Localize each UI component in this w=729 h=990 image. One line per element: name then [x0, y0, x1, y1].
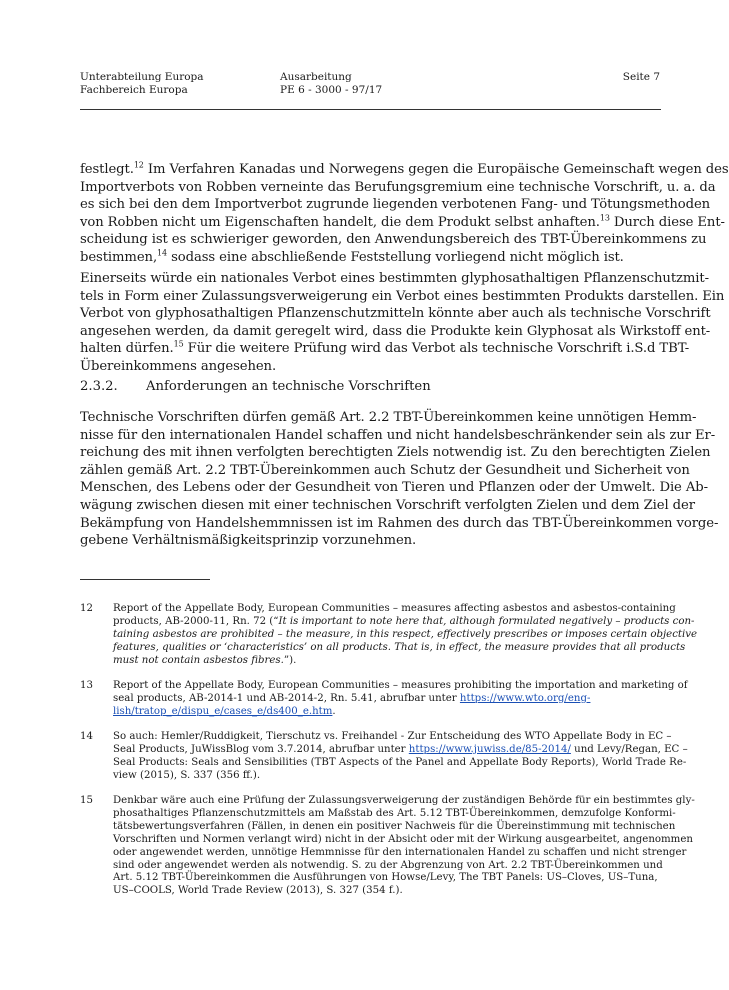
header-document-info	[280, 71, 382, 97]
header-document-number: PE 6 - 3000 - 97/17	[280, 84, 383, 96]
footnote-ref-13[interactable]: 13	[599, 213, 610, 223]
header-rule	[80, 109, 661, 110]
header-page-number	[623, 71, 660, 84]
footnote-number: 12	[80, 603, 93, 614]
paragraph-2	[80, 270, 725, 376]
text-line: Technische Vorschriften dürfen gemäß Art. 2.2 TBT-Übereinkommen keine unnötigen Hemm-	[80, 410, 697, 425]
section-heading	[80, 379, 431, 394]
text-line: angesehen werden, da damit geregelt wird, dass die Produkte kein Glyphosat als Wirkstoff ent-	[80, 323, 711, 339]
wto-link-continued[interactable]: lish/tratop_e/dispu_e/cases_e/ds400_e.htm	[113, 705, 333, 717]
text-line: Menschen, des Lebens oder der Gesundheit von Tieren und Pflanzen oder der Umwelt. Die Ab-	[80, 480, 708, 496]
page-number: Seite 7	[622, 71, 660, 83]
text-line: von Robben nicht um Eigenschaften handelt, die dem Produkt selbst anhaften.$^{13}$ Durch diese Ent-	[80, 213, 725, 230]
footnote-rule	[80, 579, 210, 580]
text-line: Einerseits würde ein nationales Verbot eines bestimmten glyphosathaltigen Pflanzenschutzmit-	[80, 271, 709, 286]
juwiss-link[interactable]: https://www.juwiss.de/85-2014/	[408, 743, 571, 755]
footnote-14	[80, 731, 688, 784]
header-department-line1: Unterabteilung Europa	[80, 71, 204, 83]
footnote-ref-12[interactable]: 12	[133, 160, 144, 170]
footnote-15	[80, 795, 695, 900]
text-line: wägung zwischen diesen mit einer technischen Vorschrift verfolgten Zielen und dem Ziel der	[80, 497, 695, 513]
text-line: es sich bei den dem Importverbot zugrunde liegenden verbotenen Fang- und Tötungsmethoden	[80, 197, 711, 213]
footnote-ref-15[interactable]: 15	[173, 339, 184, 349]
section-title: Anforderungen an technische Vorschriften	[146, 379, 431, 394]
footnote-text: Denkbar wäre auch eine Prüfung der Zulassungsverweigerung der zuständigen Behörde für ein bestimmtes gly- phosathaltiges Pflanzenschutzmittels am Maßstab des Art. 5.12 TBT-Übereinkommen, demzufolge Konformi- tätsbewertungsverfahren (Fällen, in denen ein positiver Nachweis für die Übereinstimmung mit technischen Vorschriften und Normen verlangt wird) nicht in der Absicht oder mit der Wirkung ausgearbeitet, angenommen oder angewendet werden, unnötige Hemmnisse für den internationalen Handel zu schaffen und nicht strenger sind oder angewendet werden als notwendig. S. zu der Abgrenzung von Art. 2.2 TBT-Übereinkommen und Art. 5.12 TBT-Übereinkommen die Ausführungen von Howse/Levy, The TBT Panels: US–Cloves, US–Tuna, US–COOLS, World Trade Review (2013), S. 327 (354 f.).	[113, 795, 695, 897]
footnote-ref-14[interactable]: 14	[157, 248, 168, 258]
paragraph-1	[80, 160, 729, 267]
footnote-number: 13	[80, 680, 93, 691]
footnote-text: Report of the Appellate Body, European Communities – measures prohibiting the importation and marketing of seal products, AB-2014-1 und AB-2014-2, Rn. 5.41, abrufbar unter https://www.wto.org/eng- lish/tratop_e/dispu_e/cases_e/ds400_e.htm.	[113, 680, 688, 717]
text-line: zählen gemäß Art. 2.2 TBT-Übereinkommen auch Schutz der Gesundheit und Sicherheit von	[80, 462, 690, 478]
text-line: Übereinkommens angesehen.	[80, 358, 277, 374]
text-line: festlegt.$^{12}$ Im Verfahren Kanadas und Norwegens gegen die Europäische Gemeinschaft wegen des	[80, 160, 729, 177]
section-number: 2.3.2.	[80, 379, 118, 394]
text-line: Bekämpfung von Handelshemmnissen ist im Rahmen des durch das TBT-Übereinkommen vorge-	[80, 515, 719, 531]
text-line: nisse für den internationalen Handel schaffen und nicht handelsbeschränkender sein als zur Er-	[80, 427, 716, 443]
footnote-number: 15	[80, 795, 93, 806]
page-header	[80, 71, 660, 111]
text-line: tels in Form einer Zulassungsverweigerung ein Verbot eines bestimmten Produkts darstellen. Ein	[80, 288, 725, 304]
footnote-text: Report of the Appellate Body, European Communities – measures affecting asbestos and asbestos-containing products, AB-2000-11, Rn. 72 (“It is important to note here that, although formulated negatively – products con- taining asbestos are prohibited – the measure, in this respect, effectively prescribes or imposes certain objective features, qualities or ‘characteristics’ on all products. That is, in effect, the measure provides that all products must not contain asbestos fibres.”).	[113, 603, 698, 666]
text-line: Importverbots von Robben verneinte das Berufungsgremium eine technische Vorschrift, u. a. da	[80, 179, 716, 195]
text-line: bestimmen,$^{14}$ sodass eine abschließende Feststellung vorliegend nicht möglich ist.	[80, 248, 624, 265]
footnote-12	[80, 603, 698, 669]
header-department	[80, 71, 204, 97]
text-line: Verbot von glyphosathaltigen Pflanzenschutzmitteln könnte aber auch als technische Vorschrift	[80, 306, 711, 322]
text-line: halten dürfen.$^{15}$ Für die weitere Prüfung wird das Verbot als technische Vorschrift i.S.d TBT-	[80, 339, 690, 357]
wto-link[interactable]: https://www.wto.org/eng-	[459, 692, 591, 704]
header-department-line2: Fachbereich Europa	[80, 84, 188, 96]
text-line: gebene Verhältnismäßigkeitsprinzip vorzunehmen.	[80, 533, 417, 549]
footnote-text: So auch: Hemler/Ruddigkeit, Tierschutz vs. Freihandel - Zur Entscheidung des WTO Appellate Body in EC – Seal Products, JuWissBlog vom 3.7.2014, abrufbar unter https://www.juwiss.de/85-2014/ und Levy/Regan, EC – Seal Products: Seals and Sensibilities (TBT Aspects of the Panel and Appellate Body Reports), World Trade Re- view (2015), S. 337 (356 ff.).	[113, 731, 688, 781]
header-document-type: Ausarbeitung	[280, 71, 352, 83]
text-line: reichung des mit ihnen verfolgten berechtigten Ziels notwendig ist. Zu den berechtigten Zielen	[80, 445, 711, 461]
paragraph-3	[80, 409, 719, 550]
text-line: scheidung ist es schwieriger geworden, den Anwendungsbereich des TBT-Übereinkommens zu	[80, 232, 707, 248]
footnote-13	[80, 680, 688, 720]
footnote-number: 14	[80, 731, 93, 742]
